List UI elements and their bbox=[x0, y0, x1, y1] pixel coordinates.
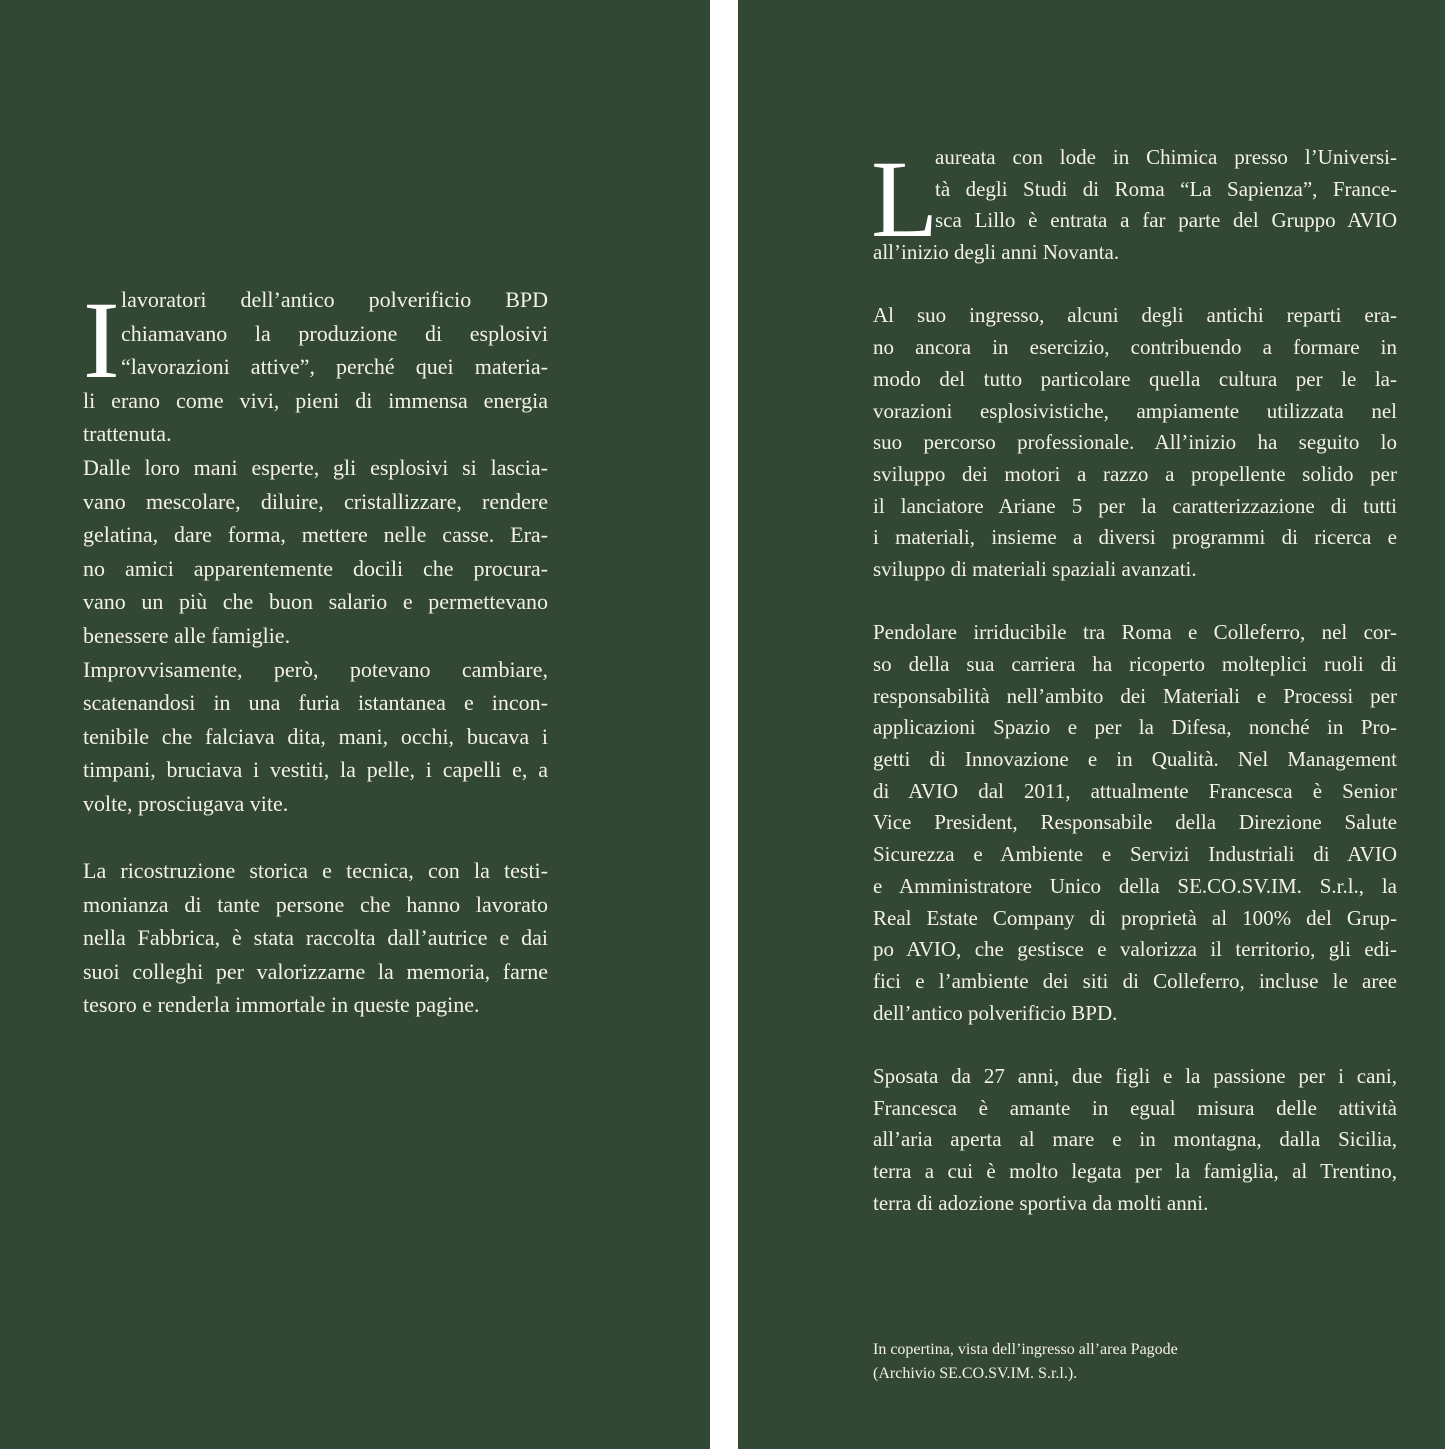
text-line: responsabilità nell’ambito dei Materiali e Processi per bbox=[873, 683, 1397, 708]
paragraph-gap bbox=[83, 821, 548, 855]
text-line: Francesca è amante in egual misura delle attività bbox=[873, 1095, 1397, 1120]
text-line: dell’antico polverificio BPD. bbox=[873, 1000, 1118, 1025]
cover-photo-caption bbox=[873, 1338, 1373, 1386]
text-line: tà degli Studi di Roma “La Sapienza”, France- bbox=[935, 176, 1397, 201]
text-line: tenibile che falciava dita, mani, occhi, bucava i bbox=[83, 723, 548, 749]
paragraph-gap bbox=[873, 586, 1397, 618]
text-line: modo del tutto particolare quella cultura per le la- bbox=[873, 366, 1397, 391]
text-line: timpani, bruciava i vestiti, la pelle, i capelli e, a bbox=[83, 757, 548, 783]
text-line: all’inizio degli anni Novanta. bbox=[873, 240, 1120, 265]
text-line: suo percorso professionale. All’inizio ha seguito lo bbox=[873, 430, 1397, 455]
text-line: Sposata da 27 anni, due figli e la passione per i cani, bbox=[873, 1063, 1397, 1088]
text-line: vano un più che buon salario e permettevano bbox=[83, 589, 548, 615]
paragraph-workers-intro bbox=[83, 279, 548, 451]
author-bio-column bbox=[871, 138, 1397, 1219]
paragraph-career-roles bbox=[873, 617, 1397, 1029]
text-line: suoi colleghi per valorizzarne la memoria, farne bbox=[83, 958, 548, 984]
paragraph-personal-life bbox=[873, 1061, 1397, 1219]
text-line: chiamavano la produzione di esplosivi bbox=[121, 320, 548, 346]
text-line: applicazioni Spazio e per la Difesa, nonché in Pro- bbox=[873, 715, 1397, 740]
text-line: terra a cui è molto legata per la famiglia, al Trentino, bbox=[873, 1159, 1397, 1183]
text-line: volte, prosciugava vite. bbox=[83, 790, 289, 816]
text-line: Improvvisamente, però, potevano cambiare, bbox=[83, 656, 548, 682]
paragraph-education bbox=[871, 138, 1397, 269]
text-line: nella Fabbrica, è stata raccolta dall’autrice e dai bbox=[83, 925, 548, 951]
text-line: all’aria aperta al mare e in montagna, dalla Sicilia, bbox=[873, 1127, 1397, 1152]
page-gutter bbox=[710, 0, 738, 1449]
text-line: lavoratori dell’antico polverificio BPD bbox=[121, 287, 548, 312]
left-page-text-column bbox=[83, 279, 548, 1022]
text-line: scatenandosi in una furia istantanea e incon- bbox=[83, 690, 548, 716]
text-line: monianza di tante persone che hanno lavorato bbox=[83, 891, 548, 917]
text-line: i materiali, insieme a diversi programmi di ricerca e bbox=[873, 525, 1397, 550]
text-line: benessere alle famiglie. bbox=[83, 622, 291, 648]
text-line: La ricostruzione storica e tecnica, con la testi- bbox=[83, 858, 548, 884]
paragraph-gap bbox=[873, 1029, 1397, 1061]
text-line: Real Estate Company di proprietà al 100% del Grup- bbox=[873, 905, 1397, 930]
text-line: getti di Innovazione e in Qualità. Nel Management bbox=[873, 747, 1397, 772]
text-line: sviluppo dei motori a razzo a propellente solido per bbox=[873, 461, 1397, 486]
caption-line: (Archivio SE.CO.SV.IM. S.r.l.). bbox=[873, 1365, 1078, 1382]
paragraph-historical-reconstruction bbox=[83, 854, 548, 1022]
text-line: Pendolare irriducibile tra Roma e Colleferro, nel cor- bbox=[873, 620, 1397, 645]
text-line: gelatina, dare forma, mettere nelle casse. Era- bbox=[83, 522, 548, 548]
dropcap-letter: L bbox=[871, 138, 939, 260]
text-line: Sicurezza e Ambiente e Servizi Industriali di AVIO bbox=[873, 842, 1397, 867]
right-page bbox=[738, 0, 1445, 1449]
text-line: vorazioni esplosivistiche, ampiamente utilizzata nel bbox=[873, 398, 1397, 423]
text-line: Al suo ingresso, alcuni degli antichi reparti era- bbox=[873, 303, 1397, 328]
text-line: tesoro e renderla immortale in queste pagine. bbox=[83, 992, 480, 1018]
paragraph-expert-hands bbox=[83, 451, 548, 653]
text-line: Dalle loro mani esperte, gli esplosivi si lascia- bbox=[83, 454, 548, 480]
text-line: fici e l’ambiente dei siti di Colleferro, incluse le aree bbox=[873, 968, 1397, 993]
text-line: trattenuta. bbox=[83, 421, 172, 447]
paragraph-sudden-danger bbox=[83, 653, 548, 821]
text-line: aureata con lode in Chimica presso l’Universi- bbox=[935, 145, 1397, 169]
text-line: e Amministratore Unico della SE.CO.SV.IM. S.r.l., la bbox=[873, 873, 1397, 898]
text-line: Vice President, Responsabile della Direzione Salute bbox=[873, 810, 1397, 835]
text-line: li erano come vivi, pieni di immensa energia bbox=[83, 387, 548, 413]
text-line: po AVIO, che gestisce e valorizza il territorio, gli edi- bbox=[873, 937, 1397, 962]
text-line: di AVIO dal 2011, attualmente Francesca è Senior bbox=[873, 778, 1397, 803]
text-line: no ancora in esercizio, contribuendo a formare in bbox=[873, 335, 1397, 360]
paragraph-gap bbox=[873, 269, 1397, 301]
left-page bbox=[0, 0, 710, 1449]
paragraph-early-career bbox=[873, 300, 1397, 585]
dropcap-letter: I bbox=[83, 279, 120, 401]
text-line: sca Lillo è entrata a far parte del Gruppo AVIO bbox=[935, 208, 1397, 233]
text-line: no amici apparentemente docili che procura- bbox=[83, 555, 548, 581]
text-line: vano mescolare, diluire, cristallizzare, rendere bbox=[83, 488, 548, 514]
caption-line: In copertina, vista dell’ingresso all’area Pagode bbox=[873, 1341, 1178, 1358]
text-line: so della sua carriera ha ricoperto molteplici ruoli di bbox=[873, 652, 1397, 676]
text-line: “lavorazioni attive”, perché quei materia- bbox=[121, 354, 548, 380]
text-line: il lanciatore Ariane 5 per la caratterizzazione di tutti bbox=[873, 493, 1397, 518]
text-line: sviluppo di materiali spaziali avanzati. bbox=[873, 556, 1197, 581]
text-line: terra di adozione sportiva da molti anni. bbox=[873, 1190, 1209, 1215]
